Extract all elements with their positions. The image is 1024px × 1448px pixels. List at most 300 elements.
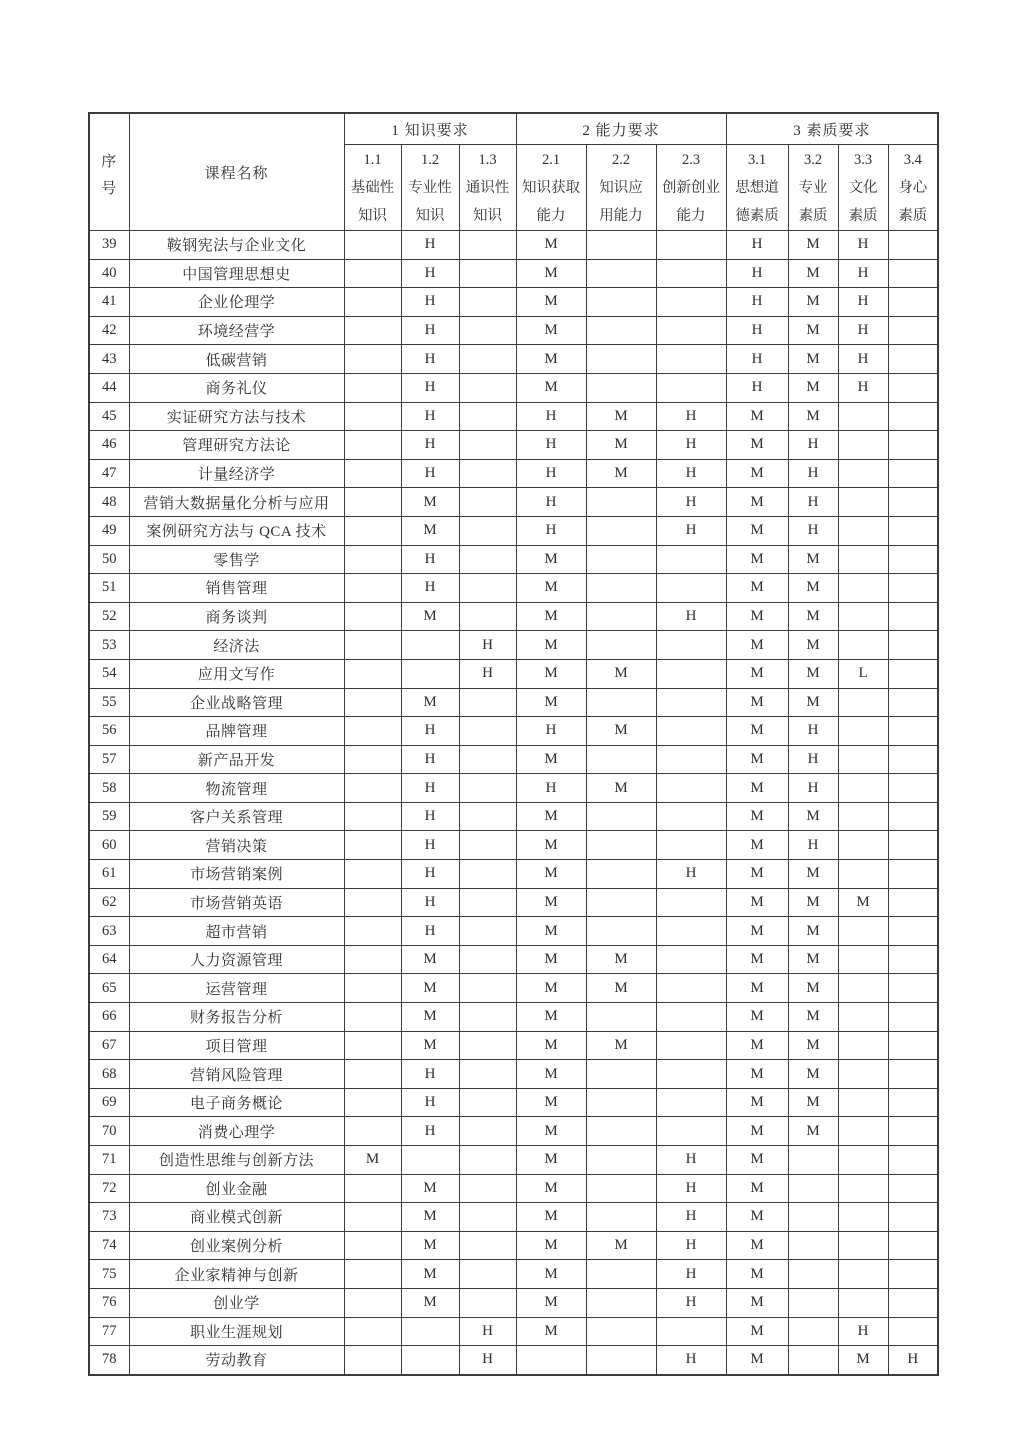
rating-cell-1.2: H xyxy=(401,774,459,803)
table-row xyxy=(89,1031,938,1060)
rating-cell-1.2: H xyxy=(401,231,459,260)
rating-cell-3.3 xyxy=(838,631,888,660)
rating-cell-1.1 xyxy=(344,574,401,603)
rating-cell-1.1 xyxy=(344,345,401,374)
rating-cell-3.2: M xyxy=(788,231,838,260)
rating-cell-2.3 xyxy=(656,1117,726,1146)
rating-cell-3.3 xyxy=(838,602,888,631)
rating-cell-3.3 xyxy=(838,402,888,431)
rating-cell-2.1: M xyxy=(516,1003,586,1032)
rating-cell-2.1: H xyxy=(516,431,586,460)
rating-cell-3.2: M xyxy=(788,917,838,946)
course-name-cell: 计量经济学 xyxy=(129,459,344,488)
rating-cell-2.3: H xyxy=(656,1231,726,1260)
rating-cell-2.2 xyxy=(586,602,656,631)
course-name-cell: 物流管理 xyxy=(129,774,344,803)
rating-cell-3.4 xyxy=(888,974,938,1003)
course-name-cell: 创业金融 xyxy=(129,1174,344,1203)
rating-cell-2.3: H xyxy=(656,459,726,488)
rating-cell-2.1 xyxy=(516,1346,586,1375)
rating-cell-1.1 xyxy=(344,1203,401,1232)
row-seq-number: 45 xyxy=(89,402,129,431)
rating-cell-2.3 xyxy=(656,974,726,1003)
rating-cell-3.4 xyxy=(888,1231,938,1260)
rating-cell-2.1: M xyxy=(516,316,586,345)
rating-cell-3.4 xyxy=(888,860,938,889)
rating-cell-2.2 xyxy=(586,860,656,889)
rating-cell-1.2: H xyxy=(401,574,459,603)
rating-cell-2.2: M xyxy=(586,1231,656,1260)
rating-cell-2.3 xyxy=(656,1003,726,1032)
table-row xyxy=(89,402,938,431)
header-group-quality: 3 素质要求 xyxy=(726,113,938,145)
rating-cell-1.2: M xyxy=(401,1260,459,1289)
rating-cell-2.1: M xyxy=(516,945,586,974)
rating-cell-1.3: H xyxy=(459,1317,516,1346)
subcolumn-header-line: 知识 xyxy=(415,207,445,224)
rating-cell-1.2 xyxy=(401,631,459,660)
rating-cell-2.2 xyxy=(586,1117,656,1146)
rating-cell-2.3 xyxy=(656,345,726,374)
rating-cell-2.1: H xyxy=(516,402,586,431)
rating-cell-2.3: H xyxy=(656,516,726,545)
rating-cell-1.1 xyxy=(344,259,401,288)
rating-cell-2.3 xyxy=(656,945,726,974)
rating-cell-3.2: M xyxy=(788,1088,838,1117)
rating-cell-1.2: H xyxy=(401,345,459,374)
row-seq-number: 72 xyxy=(89,1174,129,1203)
rating-cell-1.2 xyxy=(401,1317,459,1346)
rating-cell-1.3 xyxy=(459,1231,516,1260)
rating-cell-1.1 xyxy=(344,602,401,631)
course-name-cell: 中国管理思想史 xyxy=(129,259,344,288)
rating-cell-3.4 xyxy=(888,1203,938,1232)
course-name-cell: 创造性思维与创新方法 xyxy=(129,1146,344,1175)
rating-cell-1.3 xyxy=(459,1288,516,1317)
subcolumn-header-line: 3.4 xyxy=(903,151,922,168)
row-seq-number: 51 xyxy=(89,574,129,603)
rating-cell-1.2: M xyxy=(401,1031,459,1060)
rating-cell-3.1: M xyxy=(726,860,788,889)
rating-cell-2.1: M xyxy=(516,1031,586,1060)
subcolumn-header-line: 基础性 xyxy=(350,179,395,196)
course-name-cell: 销售管理 xyxy=(129,574,344,603)
rating-cell-3.4 xyxy=(888,345,938,374)
table-row xyxy=(89,974,938,1003)
rating-cell-1.1 xyxy=(344,1003,401,1032)
table-row xyxy=(89,1088,938,1117)
row-seq-number: 56 xyxy=(89,717,129,746)
rating-cell-3.3 xyxy=(838,1031,888,1060)
table-row xyxy=(89,1174,938,1203)
rating-cell-3.3 xyxy=(838,688,888,717)
rating-cell-2.2 xyxy=(586,1260,656,1289)
course-name-cell: 低碳营销 xyxy=(129,345,344,374)
rating-cell-3.3 xyxy=(838,1003,888,1032)
rating-cell-2.3: H xyxy=(656,488,726,517)
row-seq-number: 74 xyxy=(89,1231,129,1260)
row-seq-number: 53 xyxy=(89,631,129,660)
rating-cell-1.1 xyxy=(344,888,401,917)
row-seq-number: 77 xyxy=(89,1317,129,1346)
rating-cell-1.3 xyxy=(459,1260,516,1289)
rating-cell-2.2 xyxy=(586,1088,656,1117)
rating-cell-3.3 xyxy=(838,774,888,803)
course-name-cell: 商务礼仪 xyxy=(129,373,344,402)
course-name-cell: 企业战略管理 xyxy=(129,688,344,717)
rating-cell-2.1: M xyxy=(516,288,586,317)
rating-cell-3.1: M xyxy=(726,1088,788,1117)
rating-cell-2.3 xyxy=(656,659,726,688)
rating-cell-3.1: M xyxy=(726,1231,788,1260)
rating-cell-1.2: M xyxy=(401,1231,459,1260)
table-row xyxy=(89,831,938,860)
course-name-cell: 创业案例分析 xyxy=(129,1231,344,1260)
rating-cell-2.2 xyxy=(586,831,656,860)
rating-cell-1.2: H xyxy=(401,1088,459,1117)
row-seq-number: 46 xyxy=(89,431,129,460)
rating-cell-3.3 xyxy=(838,717,888,746)
rating-cell-1.3 xyxy=(459,802,516,831)
rating-cell-3.3 xyxy=(838,1288,888,1317)
rating-cell-1.1 xyxy=(344,402,401,431)
group-header-row xyxy=(89,113,938,145)
subcolumn-header-line: 2.1 xyxy=(541,151,561,168)
table-row xyxy=(89,431,938,460)
rating-cell-2.3: H xyxy=(656,1346,726,1375)
rating-cell-1.1 xyxy=(344,1117,401,1146)
rating-cell-3.2 xyxy=(788,1174,838,1203)
rating-cell-1.2: M xyxy=(401,688,459,717)
rating-cell-3.1: M xyxy=(726,1317,788,1346)
rating-cell-1.3: H xyxy=(459,659,516,688)
row-seq-number: 58 xyxy=(89,774,129,803)
rating-cell-1.3 xyxy=(459,516,516,545)
rating-cell-2.3 xyxy=(656,888,726,917)
rating-cell-2.1: M xyxy=(516,860,586,889)
row-seq-number: 76 xyxy=(89,1288,129,1317)
rating-cell-1.1 xyxy=(344,316,401,345)
rating-cell-3.4 xyxy=(888,1146,938,1175)
rating-cell-3.3 xyxy=(838,917,888,946)
rating-cell-2.1: M xyxy=(516,888,586,917)
subcolumn-header-line: 素质 xyxy=(898,207,928,224)
rating-cell-3.2 xyxy=(788,1146,838,1175)
table-row xyxy=(89,688,938,717)
subcolumn-header-line: 能力 xyxy=(676,207,706,224)
rating-cell-1.3: H xyxy=(459,1346,516,1375)
course-name-cell: 市场营销英语 xyxy=(129,888,344,917)
subcolumn-header-line: 知识应 xyxy=(599,179,643,196)
rating-cell-1.2 xyxy=(401,1146,459,1175)
rating-cell-1.2: M xyxy=(401,516,459,545)
rating-cell-3.2 xyxy=(788,1231,838,1260)
rating-cell-2.2 xyxy=(586,1288,656,1317)
rating-cell-2.2 xyxy=(586,1174,656,1203)
rating-cell-2.3 xyxy=(656,831,726,860)
rating-cell-2.1: M xyxy=(516,1288,586,1317)
subcolumn-header-2.1 xyxy=(516,145,586,231)
course-name-cell: 商务谈判 xyxy=(129,602,344,631)
rating-cell-2.1: M xyxy=(516,1260,586,1289)
rating-cell-3.2: H xyxy=(788,431,838,460)
course-name-cell: 新产品开发 xyxy=(129,745,344,774)
rating-cell-3.2: H xyxy=(788,516,838,545)
rating-cell-3.1: M xyxy=(726,1031,788,1060)
rating-cell-1.2: H xyxy=(401,402,459,431)
subcolumn-header-1.2 xyxy=(401,145,459,231)
rating-cell-3.3 xyxy=(838,1088,888,1117)
rating-cell-2.2 xyxy=(586,888,656,917)
course-name-cell: 企业伦理学 xyxy=(129,288,344,317)
rating-cell-2.3: H xyxy=(656,1146,726,1175)
course-name-cell: 环境经营学 xyxy=(129,316,344,345)
rating-cell-1.3 xyxy=(459,860,516,889)
rating-cell-3.2: M xyxy=(788,1117,838,1146)
subcolumn-header-line: 知识 xyxy=(358,207,387,224)
rating-cell-3.1: M xyxy=(726,1003,788,1032)
course-name-cell: 劳动教育 xyxy=(129,1346,344,1375)
rating-cell-2.1: H xyxy=(516,516,586,545)
rating-cell-2.1: M xyxy=(516,1203,586,1232)
rating-cell-3.2: M xyxy=(788,631,838,660)
row-seq-number: 78 xyxy=(89,1346,129,1375)
rating-cell-1.3 xyxy=(459,1003,516,1032)
rating-cell-3.4 xyxy=(888,802,938,831)
rating-cell-2.2 xyxy=(586,1203,656,1232)
rating-cell-2.2 xyxy=(586,1003,656,1032)
table-row xyxy=(89,945,938,974)
rating-cell-3.4 xyxy=(888,488,938,517)
rating-cell-2.2 xyxy=(586,1060,656,1089)
table-row xyxy=(89,545,938,574)
rating-cell-1.3 xyxy=(459,917,516,946)
rating-cell-3.4 xyxy=(888,888,938,917)
rating-cell-2.1: M xyxy=(516,688,586,717)
course-name-cell: 品牌管理 xyxy=(129,717,344,746)
rating-cell-3.1: M xyxy=(726,688,788,717)
rating-cell-3.2: M xyxy=(788,945,838,974)
rating-cell-3.1: M xyxy=(726,917,788,946)
course-name-cell: 营销大数据量化分析与应用 xyxy=(129,488,344,517)
rating-cell-2.2 xyxy=(586,802,656,831)
course-name-cell: 实证研究方法与技术 xyxy=(129,402,344,431)
course-name-cell: 企业家精神与创新 xyxy=(129,1260,344,1289)
rating-cell-3.3 xyxy=(838,1203,888,1232)
rating-cell-3.2: M xyxy=(788,288,838,317)
rating-cell-1.1 xyxy=(344,688,401,717)
row-seq-number: 66 xyxy=(89,1003,129,1032)
table-row xyxy=(89,1060,938,1089)
rating-cell-1.3 xyxy=(459,1117,516,1146)
rating-cell-2.3 xyxy=(656,745,726,774)
rating-cell-1.2: M xyxy=(401,1174,459,1203)
rating-cell-3.4 xyxy=(888,459,938,488)
rating-cell-2.2 xyxy=(586,631,656,660)
rating-cell-3.2: M xyxy=(788,974,838,1003)
course-name-cell: 创业学 xyxy=(129,1288,344,1317)
header-group-knowledge: 1 知识要求 xyxy=(344,113,516,145)
rating-cell-2.2 xyxy=(586,1317,656,1346)
subcolumn-header-line: 专业性 xyxy=(408,179,452,196)
rating-cell-1.1 xyxy=(344,231,401,260)
rating-cell-1.1 xyxy=(344,717,401,746)
rating-cell-2.1: M xyxy=(516,1231,586,1260)
table-row xyxy=(89,1117,938,1146)
rating-cell-3.4 xyxy=(888,373,938,402)
rating-cell-3.4 xyxy=(888,288,938,317)
rating-cell-3.4 xyxy=(888,917,938,946)
row-seq-number: 63 xyxy=(89,917,129,946)
header-seq-no xyxy=(89,113,129,231)
rating-cell-3.1: M xyxy=(726,888,788,917)
rating-cell-3.4 xyxy=(888,1317,938,1346)
rating-cell-1.3 xyxy=(459,602,516,631)
rating-cell-3.1: M xyxy=(726,1346,788,1375)
rating-cell-2.2 xyxy=(586,1146,656,1175)
rating-cell-1.2: H xyxy=(401,373,459,402)
rating-cell-2.1: M xyxy=(516,974,586,1003)
rating-cell-3.1: M xyxy=(726,516,788,545)
subcolumn-header-1.1 xyxy=(344,145,401,231)
rating-cell-3.3 xyxy=(838,545,888,574)
table-row xyxy=(89,1288,938,1317)
rating-cell-2.3: H xyxy=(656,602,726,631)
table-row xyxy=(89,631,938,660)
subcolumn-header-line: 用能力 xyxy=(599,207,643,224)
rating-cell-3.2: M xyxy=(788,860,838,889)
rating-cell-2.3: H xyxy=(656,1288,726,1317)
rating-cell-1.3 xyxy=(459,345,516,374)
table-row xyxy=(89,459,938,488)
rating-cell-3.3: H xyxy=(838,231,888,260)
rating-cell-2.3 xyxy=(656,259,726,288)
rating-cell-1.1 xyxy=(344,1317,401,1346)
rating-cell-3.2: H xyxy=(788,717,838,746)
rating-cell-2.1: M xyxy=(516,574,586,603)
rating-cell-3.2: M xyxy=(788,373,838,402)
table-row xyxy=(89,1260,938,1289)
course-name-cell: 超市营销 xyxy=(129,917,344,946)
subcolumn-header-line: 1.2 xyxy=(420,151,440,168)
subcolumn-header-line: 能力 xyxy=(536,207,566,224)
rating-cell-3.2: M xyxy=(788,545,838,574)
header-group-ability: 2 能力要求 xyxy=(516,113,726,145)
rating-cell-1.1 xyxy=(344,459,401,488)
table-row xyxy=(89,345,938,374)
row-seq-number: 71 xyxy=(89,1146,129,1175)
rating-cell-1.1 xyxy=(344,917,401,946)
rating-cell-1.2: H xyxy=(401,459,459,488)
row-seq-number: 48 xyxy=(89,488,129,517)
rating-cell-1.3 xyxy=(459,373,516,402)
rating-cell-1.3 xyxy=(459,431,516,460)
rating-cell-3.3 xyxy=(838,488,888,517)
rating-cell-3.1: H xyxy=(726,259,788,288)
rating-cell-2.3 xyxy=(656,774,726,803)
rating-cell-2.1: M xyxy=(516,602,586,631)
rating-cell-1.1 xyxy=(344,1288,401,1317)
table-row xyxy=(89,602,938,631)
rating-cell-3.4 xyxy=(888,1003,938,1032)
rating-cell-1.3 xyxy=(459,488,516,517)
rating-cell-1.1 xyxy=(344,488,401,517)
rating-cell-2.2 xyxy=(586,316,656,345)
rating-cell-2.3 xyxy=(656,373,726,402)
rating-cell-2.3 xyxy=(656,717,726,746)
rating-cell-3.4: H xyxy=(888,1346,938,1375)
rating-cell-1.2 xyxy=(401,659,459,688)
rating-cell-3.4 xyxy=(888,545,938,574)
rating-cell-3.1: M xyxy=(726,1203,788,1232)
rating-cell-2.1: H xyxy=(516,717,586,746)
rating-cell-2.3 xyxy=(656,631,726,660)
rating-cell-1.2: H xyxy=(401,1117,459,1146)
course-name-cell: 营销风险管理 xyxy=(129,1060,344,1089)
row-seq-number: 47 xyxy=(89,459,129,488)
rating-cell-3.4 xyxy=(888,1088,938,1117)
rating-cell-3.3 xyxy=(838,516,888,545)
rating-cell-2.2: M xyxy=(586,402,656,431)
rating-cell-3.2: H xyxy=(788,831,838,860)
subcolumn-header-line: 1.3 xyxy=(478,151,497,168)
rating-cell-3.2: M xyxy=(788,402,838,431)
rating-cell-3.2: M xyxy=(788,1031,838,1060)
subcolumn-header-line: 3.2 xyxy=(804,151,823,168)
rating-cell-3.1: M xyxy=(726,545,788,574)
rating-cell-2.2: M xyxy=(586,945,656,974)
row-seq-number: 54 xyxy=(89,659,129,688)
rating-cell-1.1 xyxy=(344,945,401,974)
table-row xyxy=(89,1346,938,1375)
rating-cell-3.4 xyxy=(888,659,938,688)
subcolumn-header-3.3 xyxy=(838,145,888,231)
rating-cell-1.2: H xyxy=(401,802,459,831)
rating-cell-2.1: M xyxy=(516,1317,586,1346)
row-seq-number: 62 xyxy=(89,888,129,917)
subcolumn-header-line: 3.1 xyxy=(748,151,767,168)
subcolumn-header-3.4 xyxy=(888,145,938,231)
rating-cell-2.1: H xyxy=(516,774,586,803)
row-seq-number: 57 xyxy=(89,745,129,774)
rating-cell-2.2: M xyxy=(586,774,656,803)
rating-cell-1.1 xyxy=(344,288,401,317)
rating-cell-1.3 xyxy=(459,974,516,1003)
rating-cell-3.3 xyxy=(838,1060,888,1089)
rating-cell-1.2: H xyxy=(401,917,459,946)
rating-cell-3.2: M xyxy=(788,1060,838,1089)
rating-cell-1.3 xyxy=(459,574,516,603)
rating-cell-3.1: H xyxy=(726,345,788,374)
rating-cell-3.1: M xyxy=(726,974,788,1003)
rating-cell-3.4 xyxy=(888,688,938,717)
rating-cell-3.3: H xyxy=(838,345,888,374)
table-row xyxy=(89,1203,938,1232)
rating-cell-2.1: M xyxy=(516,545,586,574)
rating-cell-3.1: M xyxy=(726,488,788,517)
row-seq-number: 69 xyxy=(89,1088,129,1117)
rating-cell-1.2: M xyxy=(401,488,459,517)
rating-cell-2.3 xyxy=(656,1060,726,1089)
table-row xyxy=(89,231,938,260)
rating-cell-2.1: M xyxy=(516,231,586,260)
rating-cell-2.2: M xyxy=(586,659,656,688)
rating-cell-3.4 xyxy=(888,831,938,860)
rating-cell-1.1 xyxy=(344,974,401,1003)
rating-cell-2.3 xyxy=(656,1031,726,1060)
rating-cell-2.1: M xyxy=(516,259,586,288)
rating-cell-3.3: H xyxy=(838,373,888,402)
